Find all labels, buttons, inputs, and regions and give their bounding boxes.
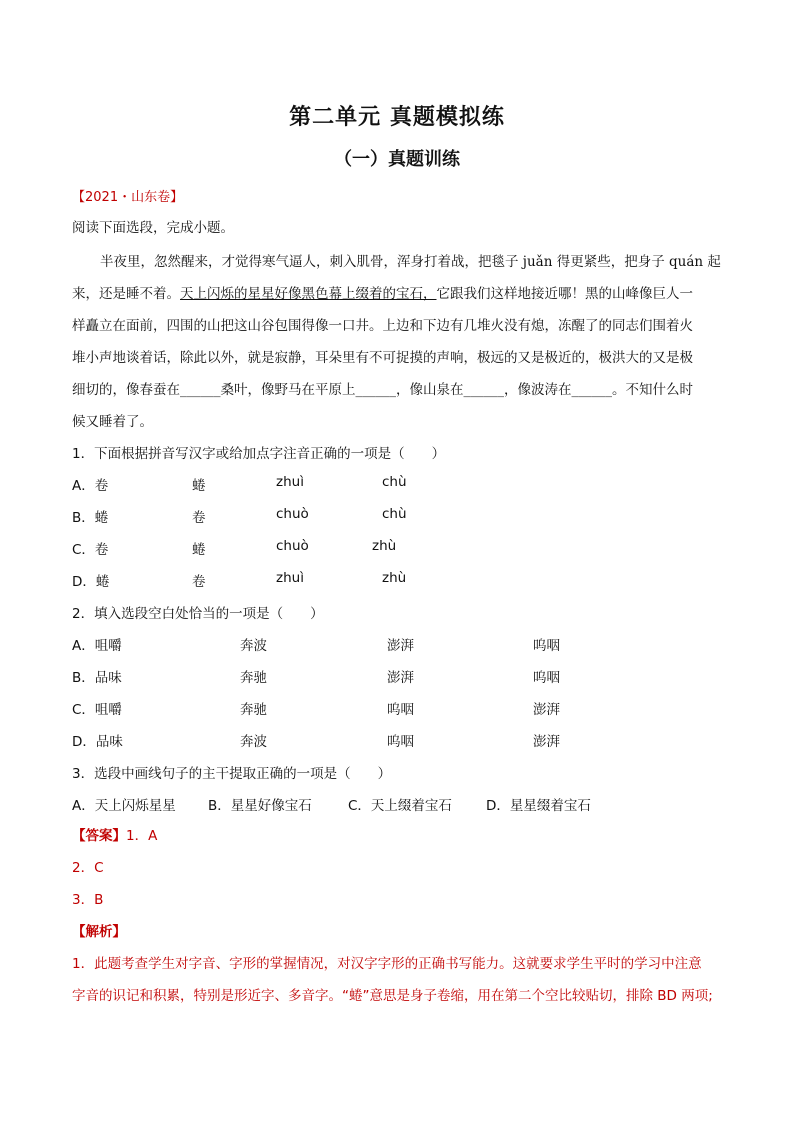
q1-option-a-3: zhuì <box>276 474 304 490</box>
answer-label: 【答案】 <box>72 828 126 844</box>
passage-line-3: 样矗立在面前，四围的山把这山谷包围得像一口井。上边和下边有几堆火没有熄，冻醒了的同志们围着火 <box>72 318 693 334</box>
q1-option-b-4: chù <box>382 506 407 522</box>
passage-line-5: 细切的，像春蚕在______桑叶，像野马在平原上______，像山泉在______，像波涛在______。不知什么时 <box>72 382 693 398</box>
q1-option-c-2: 蜷 <box>192 542 206 558</box>
q2-option-c-3: 呜咽 <box>387 702 414 718</box>
q2-option-a-3: 澎湃 <box>387 638 414 654</box>
q3-option-d: D．星星缀着宝石 <box>486 798 591 814</box>
q1-option-a-2: 蜷 <box>192 478 206 494</box>
q1-option-c-4: zhù <box>372 538 397 554</box>
q3-option-a: A．天上闪烁星星 <box>72 798 176 814</box>
q1-option-d-3: zhuì <box>276 570 304 586</box>
q2-option-a-1: A．咀嚼 <box>72 638 122 654</box>
passage-line-4: 堆小声地谈着话，除此以外，就是寂静，耳朵里有不可捉摸的声响，极远的又是极近的，极洪大的又是极 <box>72 350 693 366</box>
passage-line-1: 半夜里，忽然醒来，才觉得寒气逼人，刺入肌骨，浑身打着战，把毯子 juǎn 得更紧些，把身子 quán 起 <box>100 254 721 270</box>
q2-option-b-2: 奔驰 <box>240 670 267 686</box>
source-tag: 【2021・山东卷】 <box>72 190 184 205</box>
q3-option-c: C．天上缀着宝石 <box>348 798 452 814</box>
underlined-sentence: 天上闪烁的星星好像黑色幕上缀着的宝石， <box>180 286 437 302</box>
q2-option-d-2: 奔波 <box>240 734 267 750</box>
answer-line-1 <box>72 824 157 844</box>
q2-option-b-4: 呜咽 <box>533 670 560 686</box>
q2-option-c-2: 奔驰 <box>240 702 267 718</box>
q1-option-d-1: D．蜷 <box>72 574 110 590</box>
q2-option-a-4: 呜咽 <box>533 638 560 654</box>
q3-option-b: B．星星好像宝石 <box>208 798 312 814</box>
page-title: 第二单元 真题模拟练 <box>289 104 505 130</box>
q2-option-d-1: D．品味 <box>72 734 123 750</box>
q1-option-b-2: 卷 <box>192 510 206 526</box>
analysis-label: 【解析】 <box>72 924 126 940</box>
q2-option-c-4: 澎湃 <box>533 702 560 718</box>
analysis-line-1: 1．此题考查学生对字音、字形的掌握情况，对汉字字形的正确书写能力。这就要求学生平时的学习中注意 <box>72 956 702 972</box>
q2-option-b-3: 澎湃 <box>387 670 414 686</box>
passage-text: 它跟我们这样地接近哪！黑的山峰像巨人一 <box>436 286 693 302</box>
passage-line-2 <box>72 282 693 302</box>
answer-2: 2．C <box>72 860 104 876</box>
passage-line-6: 候又睡着了。 <box>72 414 153 430</box>
q2-option-c-1: C．咀嚼 <box>72 702 122 718</box>
answer-3: 3．B <box>72 892 104 908</box>
q1-option-b-1: B．蜷 <box>72 510 109 526</box>
q2-option-b-1: B．品味 <box>72 670 122 686</box>
answer-1: 1．A <box>126 828 158 844</box>
q2-option-d-4: 澎湃 <box>533 734 560 750</box>
q1-option-a-1: A．卷 <box>72 478 109 494</box>
q2-option-d-3: 呜咽 <box>387 734 414 750</box>
q2-option-a-2: 奔波 <box>240 638 267 654</box>
question-2-stem: 2．填入选段空白处恰当的一项是（ ） <box>72 606 324 622</box>
question-1-stem: 1．下面根据拼音写汉字或给加点字注音正确的一项是（ ） <box>72 446 446 462</box>
q1-option-c-1: C．卷 <box>72 542 109 558</box>
section-subtitle: （一）真题训练 <box>334 149 460 170</box>
question-3-stem: 3．选段中画线句子的主干提取正确的一项是（ ） <box>72 766 392 782</box>
q1-option-a-4: chù <box>382 474 407 490</box>
q1-option-c-3: chuò <box>276 538 309 554</box>
q1-option-d-2: 卷 <box>192 574 206 590</box>
q1-option-b-3: chuò <box>276 506 309 522</box>
passage-text: 来，还是睡不着。 <box>72 286 180 302</box>
analysis-line-2: 字音的识记和积累，特别是形近字、多音字。“蜷”意思是身子卷缩，用在第二个空比较贴切，排除 BD 两项; <box>72 988 713 1004</box>
instruction-text: 阅读下面选段，完成小题。 <box>72 220 234 236</box>
q1-option-d-4: zhù <box>382 570 407 586</box>
